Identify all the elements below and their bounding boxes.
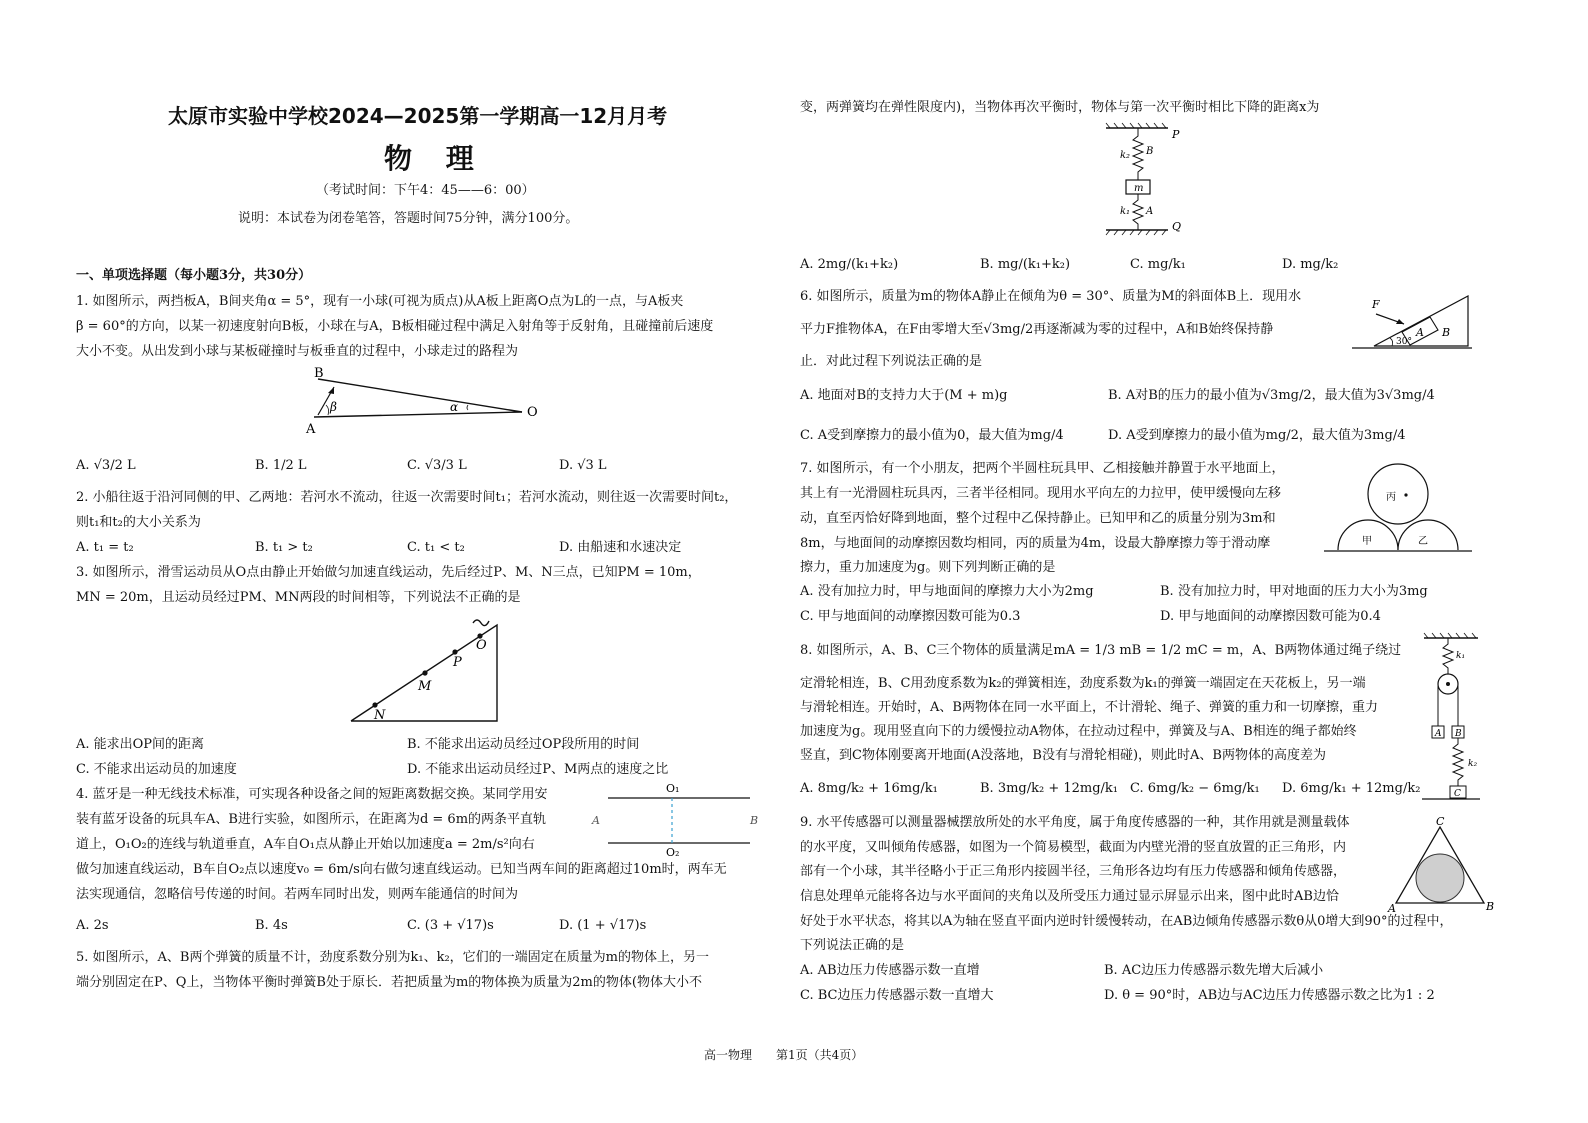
q7-line: 7. 如图所示，有一个小朋友，把两个半圆柱玩具甲、乙相接触并静置于水平地面上， [800,461,1285,476]
q6-line: 6. 如图所示，质量为m的物体A静止在倾角为θ = 30°、质量为M的斜面体B上．现用水 [800,289,1302,304]
exam-title: 太原市实验中学校2024—2025第一学期高一12月月考 [168,104,668,128]
q9-line: 部有一个小球，其半径略小于正三角形内接圆半径，三角形各边均有压力传感器和倾角传感器， [800,864,1347,879]
cylinder-bing [1368,464,1428,524]
label-m: m [1134,183,1144,194]
q4-option-b[interactable]: B. 4s [255,918,288,933]
label-f: F [1372,298,1380,311]
label-yi: 乙 [1418,536,1428,547]
q9-option-d[interactable]: D. θ = 90°时，AB边与AC边压力传感器示数之比为1 : 2 [1104,988,1435,1003]
q6-option-b[interactable]: B. A对B的压力的最小值为√3mg/2，最大值为3√3mg/4 [1108,388,1435,403]
label-a: A [1416,326,1424,339]
ball [1416,854,1464,902]
q5-option-a[interactable]: A. 2mg/(k₁+k₂) [800,257,899,272]
q9-line: 信息处理单元能将各边与水平面间的夹角以及所受压力通过显示屏显示出来，图中此时AB边恰 [800,889,1339,904]
q3-line: 3. 如图所示，滑雪运动员从O点由静止开始做匀加速直线运动，先后经过P、M、N三点，已知PM = 10m， [76,565,701,580]
q4-option-a[interactable]: A. 2s [76,918,109,933]
label-o: O [527,405,538,420]
q8-option-a[interactable]: A. 8mg/k₂ + 16mg/k₁ [800,781,938,796]
label-n: N [374,708,386,723]
q9-option-a[interactable]: A. AB边压力传感器示数一直增 [800,963,980,978]
q5-option-d[interactable]: D. mg/k₂ [1282,257,1339,272]
q9-line: 好处于水平状态，将其以A为轴在竖直平面内逆时针缓慢转动，在AB边倾角传感器示数θ从0增大到90°的过程中， [800,914,1453,929]
q8-option-b[interactable]: B. 3mg/k₂ + 12mg/k₁ [980,781,1119,796]
q7-option-a[interactable]: A. 没有加拉力时，甲与地面间的摩擦力大小为2mg [800,584,1094,599]
board-a [314,412,522,417]
label-b: B [1486,900,1495,913]
q5-option-b[interactable]: B. mg/(k₁+k₂) [980,257,1071,272]
exam-note: 说明：本试卷为闭卷笔答，答题时间75分钟，满分100分。 [238,211,579,226]
arrow-head [328,387,334,394]
label-a: A [1146,206,1154,217]
spring-k2 [1453,738,1463,786]
q2-option-c[interactable]: C. t₁ < t₂ [407,540,465,555]
q1-option-d[interactable]: D. √3 L [559,458,607,473]
q3-option-b[interactable]: B. 不能求出运动员经过OP段所用的时间 [407,737,640,752]
q8-line: 竖直，到C物体刚要离开地面(A没落地，B没有与滑轮相碰)，则此时A、B两物体的高度差为 [800,748,1326,763]
exam-time: （考试时间：下午4：45——6：00） [316,183,535,198]
label-a: A [1388,902,1396,915]
label-b: B [1442,326,1451,339]
q8-line: 加速度为g。现用竖直向下的力缓慢拉动A物体，在拉动过程中，弹簧及与A、B相连的绳子都始终 [800,724,1357,739]
q4-line: 法实现通信，忽略信号传递的时间。若两车同时出发，则两车能通信的时间为 [76,887,519,902]
q4-line: 做匀加速直线运动，B车自O₂点以速度v₀ = 6m/s向右做匀速直线运动。已知当两车间的距离超过10m时，两车无 [76,862,727,877]
spring-b [1133,128,1143,180]
q8-option-d[interactable]: D. 6mg/k₁ + 12mg/k₂ [1282,781,1421,796]
q9-line: 的水平度，又叫倾角传感器，如图为一个简易模型，截面为内壁光滑的竖直放置的正三角形，内 [800,840,1347,855]
label-b: B [314,366,324,381]
label-c: C [1454,789,1461,799]
q6-option-d[interactable]: D. A受到摩擦力的最小值为mg/2，最大值为3mg/4 [1108,428,1406,443]
q9-figure [1386,815,1498,915]
q7-line: 8m，与地面间的动摩擦因数均相同，丙的质量为4m，设最大静摩擦力等于滑动摩 [800,536,1271,551]
q5-option-c[interactable]: C. mg/k₁ [1130,257,1186,272]
label-k2: k₂ [1120,150,1131,161]
q1-line: 大小不变。从出发到小球与某板碰撞时与板垂直的过程中，小球走过的路程为 [76,344,519,359]
q7-line: 动，直至丙恰好降到地面，整个过程中乙保持静止。已知甲和乙的质量分别为3m和 [800,511,1276,526]
q3-option-a[interactable]: A. 能求出OP间的距离 [76,737,205,752]
q1-option-a[interactable]: A. √3/2 L [76,458,136,473]
q8-line: 定滑轮相连，B、C用劲度系数为k₂的弹簧相连，劲度系数为k₁的弹簧一端固定在天花板上，另一端 [800,676,1366,691]
q4-line: 装有蓝牙设备的玩具车A、B进行实验，如图所示，在距离为d = 6m的两条平直轨 [76,812,547,827]
label-k1: k₁ [1120,206,1131,217]
q2-option-a[interactable]: A. t₁ = t₂ [76,540,134,555]
label-a: A [1435,729,1442,739]
q6-option-a[interactable]: A. 地面对B的支持力大于(M + m)g [800,388,1008,403]
label-alpha: α [450,400,459,414]
section-heading: 一、单项选择题（每小题3分，共30分） [76,268,312,283]
q2-option-d[interactable]: D. 由船速和水速决定 [559,540,682,555]
q9-line: 下列说法正确的是 [800,938,905,953]
q3-option-d[interactable]: D. 不能求出运动员经过P、M两点的速度之比 [407,762,669,777]
label-b: B [1455,729,1462,739]
q6-figure [1348,290,1478,352]
q7-option-d[interactable]: D. 甲与地面间的动摩擦因数可能为0.4 [1160,609,1381,624]
q5-figure [1098,122,1188,237]
q2-line: 则t₁和t₂的大小关系为 [76,515,201,530]
q3-figure [345,615,505,725]
label-beta: β [330,400,337,414]
q1-figure [300,365,545,437]
q1-option-b[interactable]: B. 1/2 L [255,458,307,473]
q7-figure [1318,460,1478,556]
spring-a [1133,194,1143,230]
q6-option-c[interactable]: C. A受到摩擦力的最小值为0，最大值为mg/4 [800,428,1064,443]
label-a: A [306,422,316,437]
q1-line: 1. 如图所示，两挡板A，B间夹角α = 5°，现有一小球(可视为质点)从A板上距离O点为L的一点，与A板夹 [76,294,684,309]
label-q: Q [1172,220,1182,233]
q4-figure [590,780,770,858]
label-p: P [1172,128,1180,141]
q9-option-c[interactable]: C. BC边压力传感器示数一直增大 [800,988,994,1003]
q3-option-c[interactable]: C. 不能求出运动员的加速度 [76,762,237,777]
q4-line: 4. 蓝牙是一种无线技术标准，可实现各种设备之间的短距离数据交换。某同学用安 [76,787,548,802]
footer-subject: 高一物理 [704,1048,753,1062]
q6-line: 平力F推物体A，在F由零增大至√3mg/2再逐渐减为零的过程中，A和B始终保持静 [800,322,1274,337]
label-bing: 丙 [1386,492,1396,503]
label-jia: 甲 [1362,536,1372,547]
q2-line: 2. 小船往返于沿河同侧的甲、乙两地：若河水不流动，往返一次需要时间t₁；若河水流动，则往返一次需要时间t₂， [76,490,738,505]
label-c: C [1436,815,1445,828]
label-o2: O₂ [666,846,680,858]
q4-option-c[interactable]: C. (3 + √17)s [407,918,494,933]
q9-option-b[interactable]: B. AC边压力传感器示数先增大后减小 [1104,963,1324,978]
q5-line: 5. 如图所示，A、B两个弹簧的质量不计，劲度系数分别为k₁、k₂，它们的一端固定在质量为m的物体上，另一 [76,950,709,965]
q1-line: β = 60°的方向，以某一初速度射向B板，小球在与A，B板相碰过程中满足入射角等于反射角，且碰撞前后速度 [76,319,714,334]
label-p: P [453,655,462,670]
label-o1: O₁ [666,782,680,795]
label-b: B [750,814,759,827]
q9-line: 9. 水平传感器可以测量器械摆放所处的水平角度，属于角度传感器的一种，其作用就是测量载体 [800,815,1350,830]
q7-option-c[interactable]: C. 甲与地面间的动摩擦因数可能为0.3 [800,609,1021,624]
q7-line: 擦力，重力加速度为g。则下列判断正确的是 [800,560,1056,575]
q8-option-c[interactable]: C. 6mg/k₂ − 6mg/k₁ [1130,781,1260,796]
label-k1: k₁ [1456,651,1466,661]
label-b: B [1146,146,1154,157]
label-angle: 30° [1396,337,1412,347]
q5-line: 端分别固定在P、Q上，当物体平衡时弹簧B处于原长．若把质量为m的物体换为质量为2m的物体(物体大小不 [76,975,702,990]
label-a: A [592,814,600,827]
q8-line: 8. 如图所示，A、B、C三个物体的质量满足mA = 1/3 mB = 1/2 mC = m，A、B两物体通过绳子绕过 [800,643,1402,658]
q8-line: 与滑轮相连。开始时，A、B两物体在同一水平面上，不计滑轮、绳子、弹簧的重力和一切摩擦，重力 [800,700,1378,715]
q5-line: 变，两弹簧均在弹性限度内)，当物体再次平衡时，物体与第一次平衡时相比下降的距离x为 [800,100,1320,115]
q7-line: 其上有一光滑圆柱玩具丙，三者半径相同。现用水平向左的力拉甲，使甲缓慢向左移 [800,486,1282,501]
q2-option-b[interactable]: B. t₁ > t₂ [255,540,313,555]
label-m: M [418,679,432,694]
footer-page-number: 第1页（共4页） [776,1048,864,1062]
q1-option-c[interactable]: C. √3/3 L [407,458,467,473]
spring-k1 [1443,638,1453,674]
label-k2: k₂ [1468,759,1478,769]
q4-option-d[interactable]: D. (1 + √17)s [559,918,647,933]
q6-line: 止．对此过程下列说法正确的是 [800,354,983,369]
label-o: O [476,638,487,653]
board-b [318,379,522,412]
half-cylinder-yi [1398,520,1458,550]
q4-line: 道上，O₁O₂的连线与轨道垂直，A车自O₁点从静止开始以加速度a = 2m/s²向右 [76,837,535,852]
q7-option-b[interactable]: B. 没有加拉力时，甲对地面的压力大小为3mg [1160,584,1428,599]
q8-figure [1418,632,1484,804]
subject-title: 物 理 [384,142,486,175]
q3-line: MN = 20m，且运动员经过PM、MN两段的时间相等，下列说法不正确的是 [76,590,521,605]
